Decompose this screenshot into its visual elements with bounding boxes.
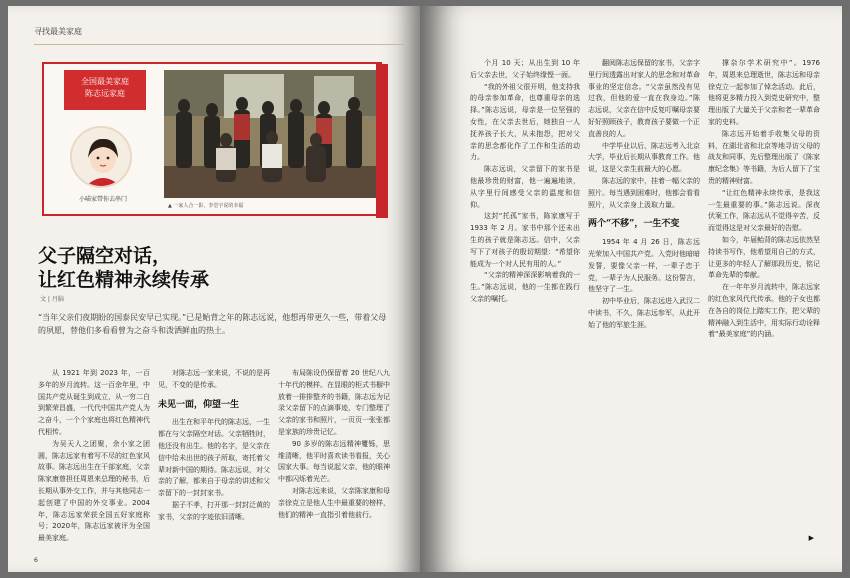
section-tag: 寻找最美家庭: [34, 27, 82, 36]
body-paragraph: 对陈志远来说，父亲陈家康和母亲徐克立是他人生中最重要的榜样，他们的精神一直指引着他前行。: [278, 486, 390, 519]
cartoon-avatar: [70, 126, 132, 188]
magazine-spread: [8, 6, 842, 572]
body-paragraph: 如今，年届鲐背的陈志远依然坚持读书写作，他希望用自己的方式，让更多的年轻人了解那段历史，铭记革命先辈的奉献。: [708, 235, 820, 280]
body-paragraph: “我的外祖父很开明，他支持我的母亲参加革命，也尊重母亲的选择。”陈志远说，母亲是一位坚强的女性，在父亲去世后，她独自一人抚养孩子长大，从未抱怨，把对父亲的思念都化作了工作和生活的动力。: [470, 82, 580, 162]
subheading: 两个“不移”，一生不变: [588, 219, 680, 230]
subheading: 未见一面，仰望一生: [158, 399, 240, 410]
body-paragraph: 在一年年岁月流转中，陈志远家的红色家风代代传承。他的子女也都在各自的岗位上踏实工作，把父辈的精神融入到生活中，用实际行动诠释着“最美家庭”的内涵。: [708, 283, 820, 339]
column-2: [158, 368, 270, 550]
body-paragraph: 陈志远的家中，挂着一幅父亲的照片。每当遇到困难时，他都会看看照片，从父亲身上汲取力量。: [588, 176, 700, 209]
column-1: [38, 368, 150, 550]
headline-line2: 让红色精神永续传承: [38, 269, 210, 291]
headline-line1: 父子隔空对话，: [38, 245, 172, 267]
family-photo: [164, 70, 376, 198]
byline: 文 | 丹脑: [40, 296, 64, 303]
body-paragraph: 这封“托孤”家书，陈家康写于 1933 年 2 月。家书中那个还未出生的孩子就是陈志远。信中，父亲写下了对孩子的殷切期望：“希望你能成为一个对人民有用的人。”: [470, 212, 580, 268]
banner-label: [64, 70, 146, 110]
banner-label-line1: 全国最美家庭: [81, 77, 129, 86]
body-paragraph: 个月 10 天；从出生到 10 年后父亲去世，父子始终缘悭一面。: [470, 59, 580, 79]
right-page: [420, 6, 842, 572]
body-paragraph: 90 多岁的陈志远精神矍铄，思维清晰，他平时喜欢读书看报，关心国家大事。每当说起父亲，他的眼神中都闪烁着光芒。: [278, 439, 390, 484]
banner-label-line2: 陈志远家庭: [85, 89, 125, 98]
avatar-caption: 小喵家带你去串门: [78, 196, 127, 203]
column-5: [588, 58, 700, 558]
body-paragraph: 撑杂尔学术研究中”。1976 年，周恩来总理逝世，陈志远和母亲徐克立一起参加了悼念活动。此后，他将更多精力投入到党史研究中，整理出版了大量关于父亲和老一辈革命家的史料。: [708, 59, 820, 126]
body-paragraph: 布局陈设仍保留着 20 世纪八九十年代的模样。在显眼的柜式书橱中放着一排排整齐的书籍，陈志远为记录父亲留下的点滴事迹，专门整理了父亲的家书和照片，一页页一张张都是家族的珍贵记忆。: [278, 369, 390, 436]
red-ribbon: [376, 64, 388, 218]
photo-caption: ▲ 一家人合一影，李堂宇说的幸福: [168, 203, 244, 209]
family-banner: [42, 62, 382, 216]
body-paragraph: 出生在和平年代的陈志远，一生都在与父亲隔空对话。父亲牺牲时，他还没有出生。他的名字，是父亲在信中给未出世的孩子所取，寄托着父辈对新中国的期待。陈志远说，对父亲的了解，都来自于母亲的讲述和父亲留下的一封封家书。: [158, 418, 270, 498]
section-divider: [34, 44, 404, 45]
end-mark-icon: ▶: [808, 534, 814, 542]
body-paragraph: 为吴天人之团聚，余小家之团圆，陈志远家有着写不尽的红色家风故事。陈志远出生在干部家庭，父亲陈家康曾担任周恩来总理的秘书，后长期从事外交工作，并与其他同志一起创建了中国的外交事业。2004年，陈志远家荣获全国五好家庭称号；2020年，陈志远家被评为全国最美家庭。: [38, 439, 150, 543]
body-paragraph: 翻阅陈志远保留的家书，父亲字里行间透露出对家人的思念和对革命事业的坚定信念。“父亲虽然没有见过我，但他的爱一直在我身边。”陈志远说，父亲在信中反复叮嘱母亲要好好照顾孩子，教育孩子要做一个正直善良的人。: [588, 59, 700, 138]
body-paragraph: “让红色精神永续传承，是我这一生最重要的事。”陈志远说。深夜伏案工作，陈志远从不觉得辛苦，反而觉得这是对父亲最好的告慰。: [708, 188, 820, 233]
body-paragraph: 中学毕业以后，陈志远考入北京大学，毕业后长期从事教育工作。他说，这是父亲生前最大的心愿。: [588, 141, 700, 174]
body-paragraph: 对陈志远一家来说，不说的是再见，不变的是传承。: [158, 369, 270, 389]
left-page: [8, 6, 420, 572]
body-paragraph: 从 1921 年到 2023 年，一百多年的岁月流转。这一百余年里，中国共产党从诞生到成立，从一穷二白到繁荣昌盛，一代代中国共产党人为之奋斗，一个个家庭也将红色精神代代相传。: [38, 369, 150, 436]
article-headline: [38, 244, 209, 292]
page-number: 6: [34, 557, 38, 564]
body-paragraph: “父亲的精神深深影响着我的一生。”陈志远说，他的一生都在践行父亲的嘱托。: [470, 271, 580, 303]
column-6: [708, 58, 820, 548]
body-paragraph: 陈志远说，父亲留下的家书是他最珍贵的财富，他一遍遍地读，从字里行间感受父亲的温度和信仰。: [470, 165, 580, 209]
lead-paragraph: “当年父亲们夜期盼的国泰民安早已实现。”已是鲐背之年的陈志远说，他想再带更久一些，带着父母的夙愿，替他们多看看曾为之奋斗和泼洒鲜血的热土。: [38, 313, 387, 335]
body-paragraph: 初中毕业后，陈志远进入武汉二中读书，不久，陈志远参军，从此开始了他的军旅生涯。: [588, 297, 700, 329]
body-paragraph: 陈志远开始着手收集父母的资料，在湖北省和北京等地寻访父母的战友和同事，先后整理出版了《陈家康纪念集》等书籍，为后人留下了宝贵的精神财富。: [708, 129, 820, 185]
body-paragraph: 据子不孝，打开那一封封泛黄的家书，父亲的字迹依旧清晰。: [158, 500, 270, 521]
column-4: [470, 58, 580, 558]
body-paragraph: 1954 年 4 月 26 日，陈志远光荣加入中国共产党。入党时他暗暗发誓，要像父亲一样，一辈子忠于党，一辈子为人民服务。这份誓言，他坚守了一生。: [588, 238, 700, 294]
column-3: [278, 368, 390, 550]
